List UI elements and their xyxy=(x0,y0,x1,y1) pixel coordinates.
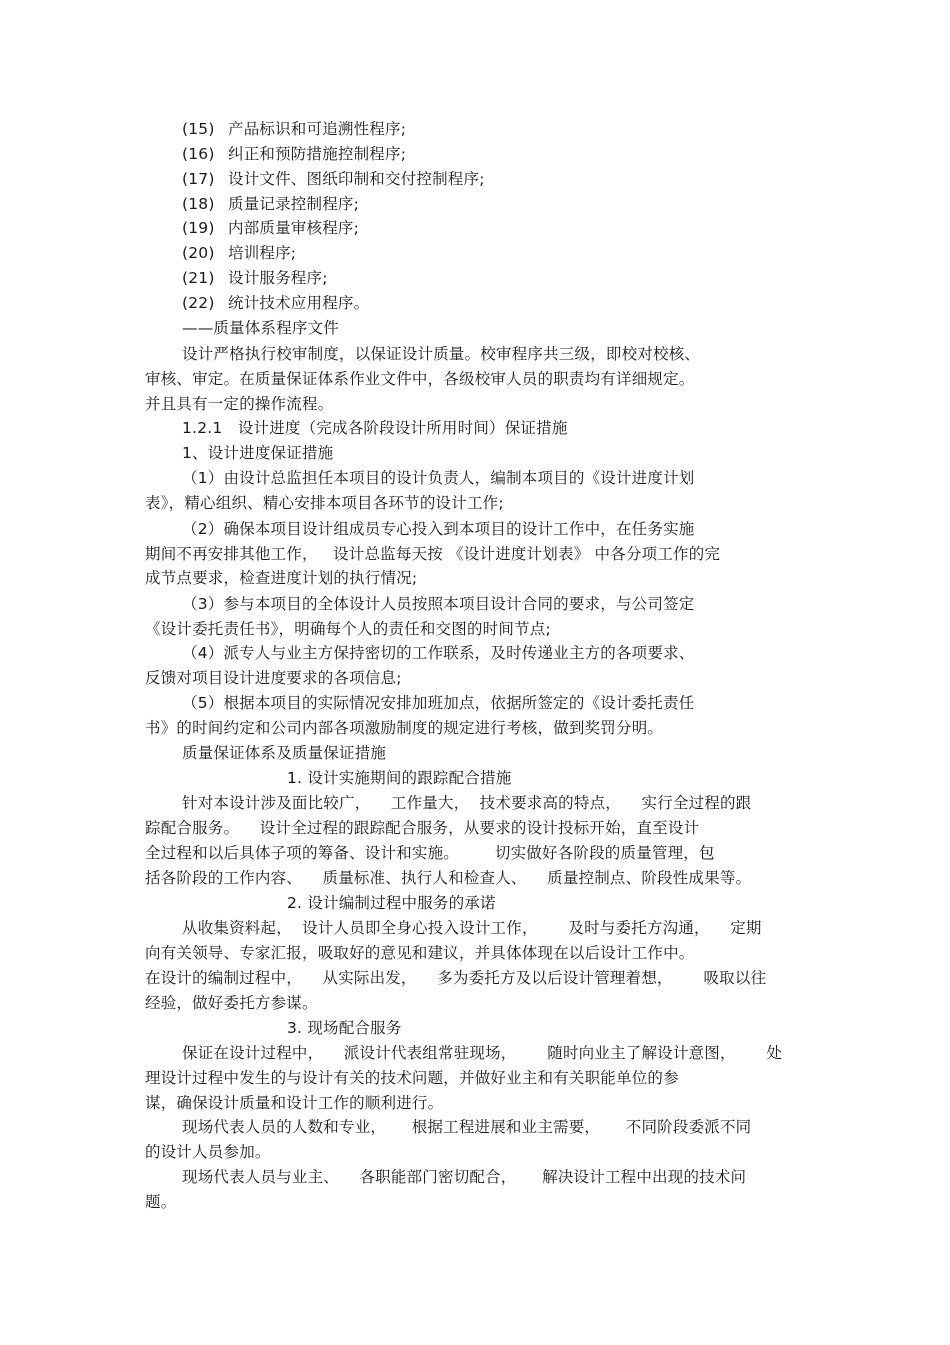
paragraph-line: 理设计过程中发生的与设计有关的技术问题，并做好业主和有关职能单位的参 xyxy=(145,1069,679,1087)
procedure-item xyxy=(182,169,485,189)
paragraph-line: 期间不再安排其他工作， 设计总监每天按 《设计进度计划表》 中各分项工作的完 xyxy=(145,545,721,563)
paragraph-line: 题。 xyxy=(145,1193,177,1211)
paragraph-line: 针对本设计涉及面比较广， 工作量大， 技术要求高的特点， 实行全过程的跟 xyxy=(182,794,752,812)
paragraph-line: 全过程和以后具体子项的筹备、设计和实施。 切实做好各阶段的质量管理，包 xyxy=(145,844,715,862)
procedure-number: (15) xyxy=(182,120,215,138)
procedure-text: 产品标识和可追溯性程序; xyxy=(228,120,407,138)
section-heading: 1.2.1 设计进度（完成各阶段设计所用时间）保证措施 xyxy=(182,419,568,437)
procedure-item xyxy=(182,218,359,238)
paragraph-line: （4）派专人与业主方保持密切的工作联系，及时传递业主方的各项要求、 xyxy=(182,644,695,662)
procedure-text: 统计技术应用程序。 xyxy=(228,294,370,312)
paragraph-line: （2）确保本项目设计组成员专心投入到本项目的设计工作中，在任务实施 xyxy=(182,520,695,538)
procedure-item xyxy=(182,119,406,139)
procedure-text: 设计文件、图纸印制和交付控制程序; xyxy=(228,170,485,188)
procedure-number: (20) xyxy=(182,244,215,262)
procedure-number: (21) xyxy=(182,269,215,287)
paragraph-line: 反馈对项目设计进度要求的各项信息; xyxy=(145,669,402,687)
procedure-number: (17) xyxy=(182,170,215,188)
procedure-item xyxy=(182,268,328,288)
procedure-item xyxy=(182,293,369,313)
paragraph-line: 《设计委托责任书》，明确每个人的责任和交图的时间节点; xyxy=(145,620,551,638)
procedure-text: 纠正和预防措施控制程序; xyxy=(228,145,407,163)
paragraph-line: 保证在设计过程中， 派设计代表组常驻现场， 随时向业主了解设计意图， 处 xyxy=(182,1044,783,1062)
paragraph-line: 审核、审定。在质量保证体系作业文件中，各级校审人员的职责均有详细规定。 xyxy=(145,370,695,388)
procedure-text: 质量记录控制程序; xyxy=(228,195,360,213)
paragraph-line: （3）参与本项目的全体设计人员按照本项目设计合同的要求，与公司签定 xyxy=(182,595,695,613)
paragraph-line: 表》，精心组织、精心安排本项目各环节的设计工作; xyxy=(145,494,504,512)
paragraph-line: （5）根据本项目的实际情况安排加班加点，依据所签定的《设计委托责任 xyxy=(182,694,695,712)
procedure-item xyxy=(182,144,406,164)
subsection-heading: 3. 现场配合服务 xyxy=(287,1019,402,1037)
paragraph-line: 经验，做好委托方参谋。 xyxy=(145,994,318,1012)
subsection-heading: 1. 设计实施期间的跟踪配合措施 xyxy=(287,769,512,787)
paragraph-line: 在设计的编制过程中， 从实际出发， 多为委托方及以后设计管理着想， 吸取以往 xyxy=(145,969,767,987)
paragraph-line: 从收集资料起， 设计人员即全身心投入设计工作， 及时与委托方沟通， 定期 xyxy=(182,919,762,937)
paragraph-line: 并且具有一定的操作流程。 xyxy=(145,395,334,413)
procedure-text: 设计服务程序; xyxy=(228,269,328,287)
paragraph-line: 成节点要求，检查进度计划的执行情况; xyxy=(145,569,418,587)
procedure-number: (19) xyxy=(182,219,215,237)
subsection-heading: 2. 设计编制过程中服务的承诺 xyxy=(287,894,496,912)
paragraph-line: 现场代表人员与业主、 各职能部门密切配合， 解决设计工程中出现的技术问 xyxy=(182,1168,747,1186)
paragraph-line: 括各阶段的工作内容、 质量标准、执行人和检查人、 质量控制点、阶段性成果等。 xyxy=(145,869,752,887)
paragraph-line: （1）由设计总监担任本项目的设计负责人，编制本项目的《设计进度计划 xyxy=(182,469,695,487)
subsection-heading: 1、设计进度保证措施 xyxy=(182,444,334,462)
procedure-text: 培训程序; xyxy=(228,244,297,262)
section-caption: ——质量体系程序文件 xyxy=(182,319,340,337)
paragraph-line: 踪配合服务。 设计全过程的跟踪配合服务，从要求的设计投标开始，直至设计 xyxy=(145,819,700,837)
paragraph-line: 设计严格执行校审制度，以保证设计质量。校审程序共三级，即校对校核、 xyxy=(182,345,701,363)
procedure-number: (22) xyxy=(182,294,215,312)
section-heading: 质量保证体系及质量保证措施 xyxy=(182,744,387,762)
procedure-number: (16) xyxy=(182,145,215,163)
procedure-item xyxy=(182,194,359,214)
paragraph-line: 现场代表人员的人数和专业， 根据工程进展和业主需要， 不同阶段委派不同 xyxy=(182,1118,752,1136)
procedure-number: (18) xyxy=(182,195,215,213)
paragraph-line: 向有关领导、专家汇报，吸取好的意见和建议，并具体体现在以后设计工作中。 xyxy=(145,944,695,962)
paragraph-line: 的设计人员参加。 xyxy=(145,1143,271,1161)
procedure-text: 内部质量审核程序; xyxy=(228,219,360,237)
procedure-item xyxy=(182,243,296,263)
paragraph-line: 谋，确保设计质量和设计工作的顺利进行。 xyxy=(145,1094,444,1112)
paragraph-line: 书》的时间约定和公司内部各项激励制度的规定进行考核，做到奖罚分明。 xyxy=(145,719,664,737)
